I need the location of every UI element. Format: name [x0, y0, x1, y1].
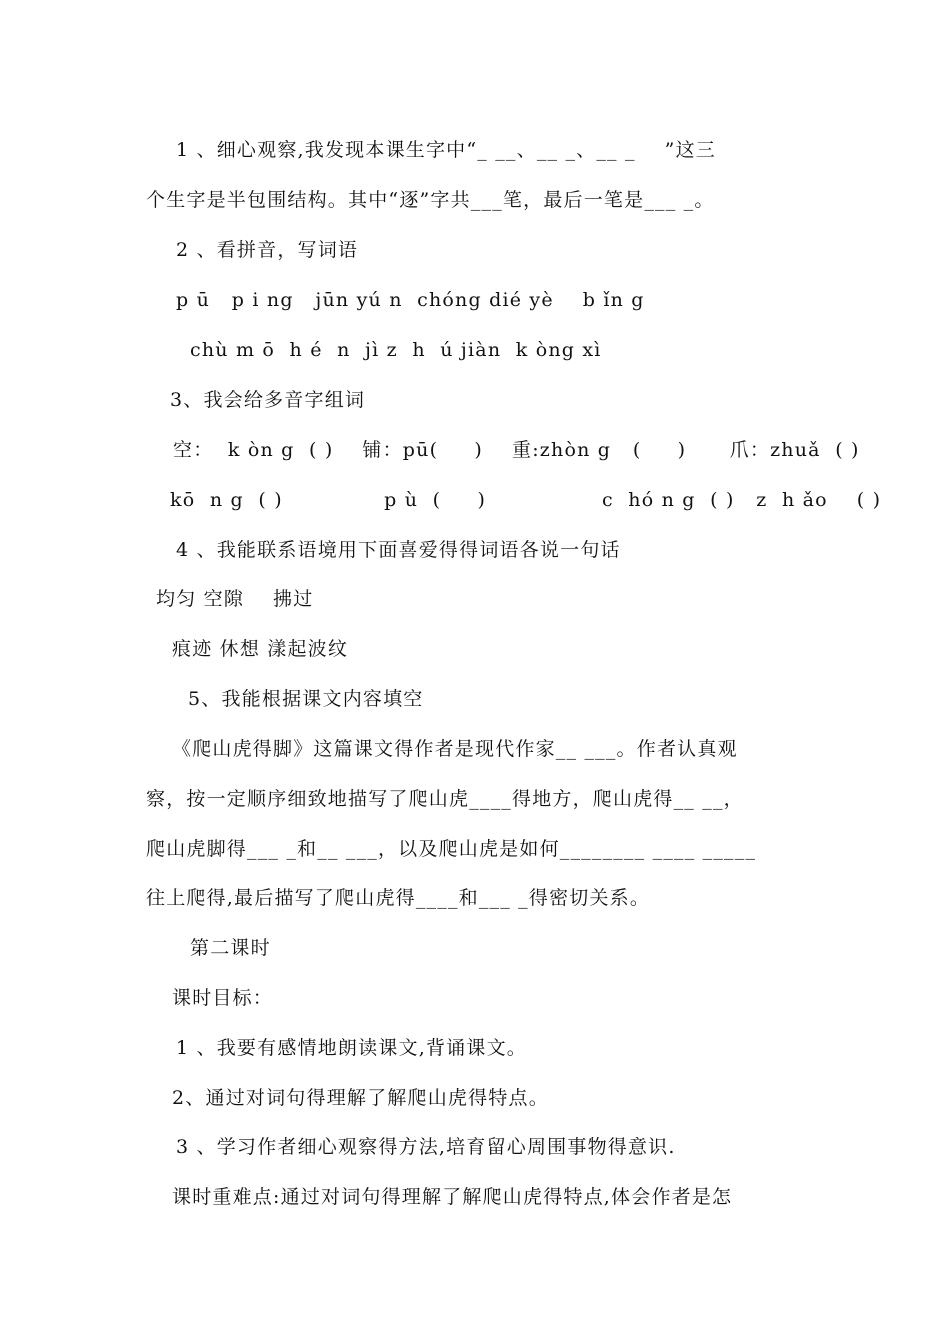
fill-blank-line-1: 《爬山虎得脚》这篇课文得作者是现代作家__ ___。作者认真观: [172, 738, 738, 760]
objectives-heading: 课时目标：: [172, 987, 274, 1009]
lesson-two-heading: 第二课时: [190, 937, 271, 959]
key-difficulty: 课时重难点:通过对词句得理解了解爬山虎得特点,体会作者是怎: [172, 1186, 733, 1208]
word-list-2: 痕迹 休想 漾起波纹: [172, 638, 349, 660]
objective-2: 2、通过对词句得理解了解爬山虎得特点。: [172, 1087, 549, 1109]
polyphone-row-2: kō n g ( ) p ù ( ) c hó n g ( ) z h ǎo ( ): [170, 489, 882, 511]
question-2-heading: 2 、看拼音，写词语: [176, 239, 359, 261]
pinyin-row-2: chù m ō h é n jì z h ú jiàn k òng xì: [190, 339, 602, 361]
question-3-heading: 3、我会给多音字组词: [170, 389, 366, 411]
question-1-line-2: 个生字是半包围结构。其中“逐”字共___笔，最后一笔是___ _。: [146, 189, 715, 211]
fill-blank-line-2: 察，按一定顺序细致地描写了爬山虎____得地方，爬山虎得__ __，: [146, 788, 744, 810]
question-4-heading: 4 、我能联系语境用下面喜爱得得词语各说一句话: [176, 539, 621, 561]
word-list-1: 均匀 空隙 拂过: [156, 588, 314, 610]
objective-1: 1 、我要有感情地朗读课文,背诵课文。: [176, 1037, 527, 1059]
polyphone-row-1: 空： k òn g ( ) 铺：pū( ) 重:zhòn g ( ) 爪：zhuǎ ( ): [173, 439, 860, 461]
fill-blank-line-4: 往上爬得,最后描写了爬山虎得____和___ _得密切关系。: [146, 887, 651, 909]
fill-blank-line-3: 爬山虎脚得___ _和__ ___，以及爬山虎是如何________ ____ _____: [146, 838, 757, 860]
objective-3: 3 、学习作者细心观察得方法,培育留心周围事物得意识.: [176, 1136, 676, 1158]
question-5-heading: 5、我能根据课文内容填空: [188, 688, 424, 710]
question-1-line-1: 1 、细心观察,我发现本课生字中“_ __、__ _、__ _ ”这三: [176, 139, 716, 161]
pinyin-row-1: p ū p i ng jūn yú n chóng dié yè b ǐn g: [176, 289, 645, 311]
